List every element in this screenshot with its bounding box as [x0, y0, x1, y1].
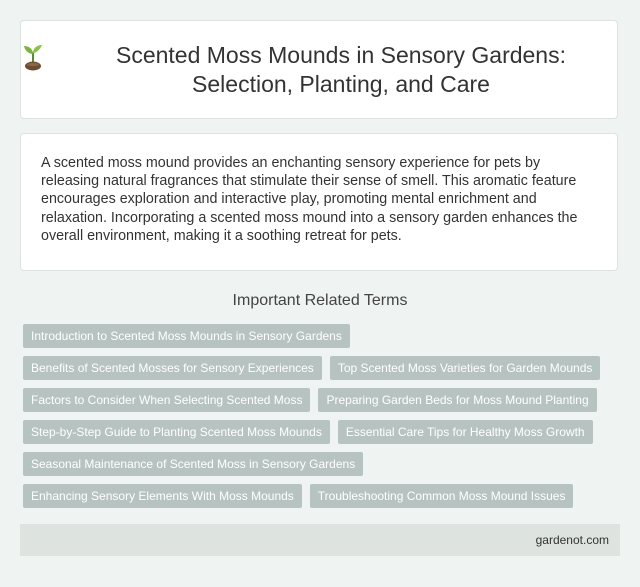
term-row — [23, 452, 621, 476]
footer-bar — [20, 524, 620, 556]
term-tag[interactable]: Essential Care Tips for Healthy Moss Growth — [338, 420, 593, 444]
term-row — [23, 388, 621, 412]
term-tag[interactable]: Benefits of Scented Mosses for Sensory Experiences — [23, 356, 322, 380]
term-tag[interactable]: Troubleshooting Common Moss Mound Issues — [310, 484, 574, 508]
related-terms-list — [23, 324, 621, 516]
term-row — [23, 420, 621, 444]
header-card — [20, 20, 618, 119]
page-title: Scented Moss Mounds in Sensory Gardens: Selection, Planting, and Care — [115, 41, 566, 97]
term-tag[interactable]: Top Scented Moss Varieties for Garden Mounds — [330, 356, 601, 380]
related-terms-heading: Important Related Terms — [232, 292, 408, 309]
term-tag[interactable]: Enhancing Sensory Elements With Moss Mounds — [23, 484, 302, 508]
summary-card — [20, 133, 618, 271]
term-tag[interactable]: Step-by-Step Guide to Planting Scented Moss Mounds — [23, 420, 330, 444]
seedling-icon — [21, 43, 45, 71]
title-wrap — [21, 41, 617, 99]
term-tag[interactable]: Introduction to Scented Moss Mounds in Sensory Gardens — [23, 324, 350, 348]
footer-site-link[interactable]: gardenot.com — [535, 533, 609, 547]
term-tag[interactable]: Preparing Garden Beds for Moss Mound Planting — [318, 388, 596, 412]
term-row — [23, 324, 621, 348]
term-tag[interactable]: Seasonal Maintenance of Scented Moss in Sensory Gardens — [23, 452, 363, 476]
summary-text: A scented moss mound provides an enchanting sensory experience for pets by releasing natural fragrances that stimulate their sense of smell. This aromatic feature encourages exploration and interactive play, promoting mental enrichment and relaxation. Incorporating a scented moss mound into a sensory garden enhances the overall environment, making it a soothing retreat for pets. — [41, 155, 578, 244]
term-row — [23, 484, 621, 508]
term-tag[interactable]: Factors to Consider When Selecting Scented Moss — [23, 388, 310, 412]
term-row — [23, 356, 621, 380]
